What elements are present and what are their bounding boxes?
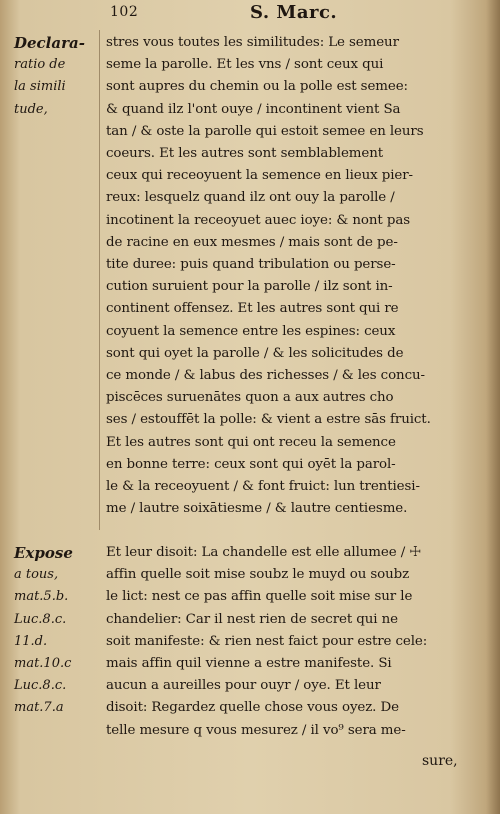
text-line: me / lautre soixātiesme / & lautre centiesme. [106,501,408,517]
marginal-notes-references [14,542,100,720]
text-line: sont qui oyet la parolle / & les solicitudes de [106,345,404,361]
marginal-note: a tous, [14,567,59,583]
folio-number: 102 [110,4,139,20]
page-header [110,2,470,28]
text-line: le & la receoyuent / & font fruict: lun trentiesi- [106,479,420,495]
marginal-note: 11.d. [14,633,48,649]
marginal-note: mat.5.b. [14,589,69,605]
text-line: ses / estouffēt la polle: & vient a estre sās fruict. [106,412,431,428]
text-line: sont aupres du chemin ou la polle est semee: [106,79,408,95]
text-line: disoit: Regardez quelle chose vous oyez. De [106,700,399,716]
text-line: le lict: nest ce pas affin quelle soit mise sur le [106,589,413,605]
catchword: sure, [422,753,458,769]
text-line: telle mesure q vous mesurez / il vo⁹ sera me- [106,722,406,738]
text-line: soit manifeste: & rien nest faict pour estre cele: [106,633,428,649]
text-line: piscēces suruenātes quon a aux autres cho [106,390,394,406]
running-title: S. Marc. [250,2,338,23]
text-block-parable [106,32,484,520]
marginal-note: Luc.8.c. [14,678,67,694]
marginal-note: Declara- [14,34,85,52]
text-line: incotinent la receoyuet auec ioye: & nont pas [106,212,410,228]
text-line: mais affin quil vienne a estre manifeste. Si [106,656,392,672]
marginal-notes-declaration [14,32,100,121]
text-line: de racine en eux mesmes / mais sont de pe- [106,234,398,250]
page-edge-shadow [486,0,500,814]
text-line: Et leur disoit: La chandelle est elle allumee / ☩ [106,545,422,560]
marginal-note: mat.10.c [14,656,72,672]
text-line: tan / & oste la parolle qui estoit semee en leurs [106,123,424,139]
text-line: cution suruient pour la parolle / ilz sont in- [106,279,393,295]
text-line: seme la parolle. Et les vns / sont ceux qui [106,57,384,73]
text-line: coeurs. Et les autres sont semblablement [106,146,384,162]
marginal-note: mat.7.a [14,700,64,716]
text-line: chandelier: Car il nest rien de secret qui ne [106,611,398,627]
text-block-candle [106,542,484,742]
text-line: reux: lesquelz quand ilz ont ouy la parolle / [106,190,395,206]
text-line: continent offensez. Et les autres sont qui re [106,301,399,317]
marginal-note: ratio de [14,57,66,73]
text-line: en bonne terre: ceux sont qui oyēt la parol- [106,456,396,472]
marginal-note: la simili [14,79,66,95]
marginal-note: Luc.8.c. [14,611,67,627]
text-line: tite duree: puis quand tribulation ou perse- [106,257,396,273]
text-line: stres vous toutes les similitudes: Le semeur [106,35,399,50]
text-line: coyuent la semence entre les espines: ceux [106,323,396,339]
text-line: affin quelle soit mise soubz le muyd ou soubz [106,567,410,583]
text-line: aucun a aureilles pour ouyr / oye. Et leur [106,678,381,694]
marginal-note: tude, [14,101,48,117]
text-line: ceux qui receoyuent la semence en lieux pier- [106,168,413,184]
text-line: Et les autres sont qui ont receu la semence [106,434,396,450]
text-line: ce monde / & labus des richesses / & les concu- [106,368,425,384]
marginal-note: Expose [14,544,73,562]
text-line: & quand ilz l'ont ouye / incontinent vient Sa [106,101,401,117]
